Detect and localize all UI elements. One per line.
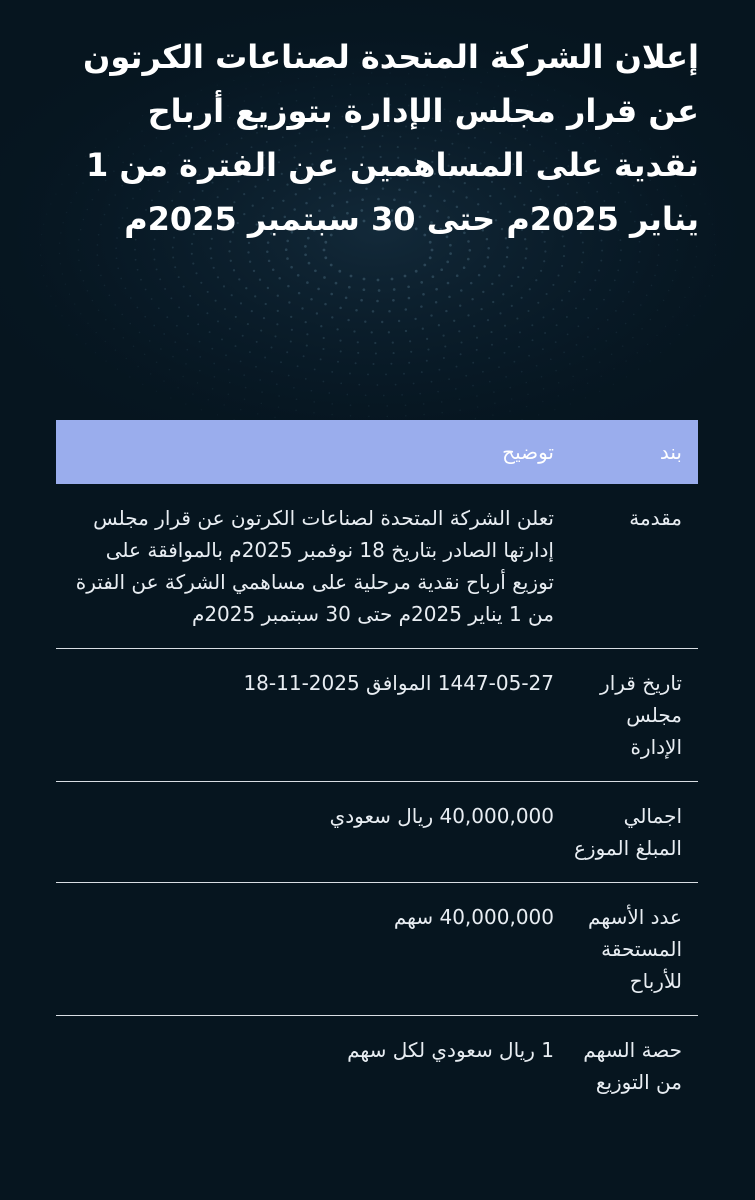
cell-text: حصة السهم من التوزيع bbox=[583, 1038, 682, 1094]
table-row bbox=[56, 484, 698, 649]
row-item-description bbox=[56, 649, 570, 782]
header-description: توضيح bbox=[56, 420, 570, 484]
table-body bbox=[56, 484, 698, 1116]
row-item-description bbox=[56, 782, 570, 883]
cell-text: تاريخ قرار مجلس الإدارة bbox=[600, 671, 682, 759]
row-item-label bbox=[570, 883, 698, 1016]
cell-text: 1 ريال سعودي لكل سهم bbox=[347, 1038, 554, 1062]
table-row bbox=[56, 649, 698, 782]
row-item-label bbox=[570, 484, 698, 649]
table-row bbox=[56, 1016, 698, 1117]
table-row bbox=[56, 883, 698, 1016]
cell-text: اجمالي المبلغ الموزع bbox=[573, 804, 682, 860]
details-table-container bbox=[56, 420, 698, 1116]
row-item-description bbox=[56, 883, 570, 1016]
cell-text: عدد الأسهم المستحقة للأرباح bbox=[588, 905, 682, 993]
table-header bbox=[56, 420, 698, 484]
cell-text: 40,000,000 سهم bbox=[393, 905, 554, 929]
cell-text: 40,000,000 ريال سعودي bbox=[329, 804, 554, 828]
row-item-label bbox=[570, 649, 698, 782]
table-row bbox=[56, 782, 698, 883]
row-item-description bbox=[56, 484, 570, 649]
row-item-label bbox=[570, 1016, 698, 1117]
header-item: بند bbox=[570, 420, 698, 484]
cell-text: مقدمة bbox=[629, 506, 682, 530]
details-table bbox=[56, 420, 698, 1116]
announcement-headline: إعلان الشركة المتحدة لصناعات الكرتون عن قرار مجلس الإدارة بتوزيع أرباح نقدية على المساهمين عن الفترة من 1 يناير 2025م حتى 30 سبتمبر 2025م bbox=[83, 38, 699, 238]
table-header-row bbox=[56, 420, 698, 484]
row-item-label bbox=[570, 782, 698, 883]
cell-text: تعلن الشركة المتحدة لصناعات الكرتون عن قرار مجلس إدارتها الصادر بتاريخ 18 نوفمبر 2025م بالموافقة على توزيع أرباح نقدية مرحلية على مساهمي الشركة عن الفترة من 1 يناير 2025م حتى 30 سبتمبر 2025م bbox=[75, 506, 554, 626]
cell-text: 1447-05-27 الموافق 2025-11-18 bbox=[243, 671, 554, 695]
row-item-description bbox=[56, 1016, 570, 1117]
